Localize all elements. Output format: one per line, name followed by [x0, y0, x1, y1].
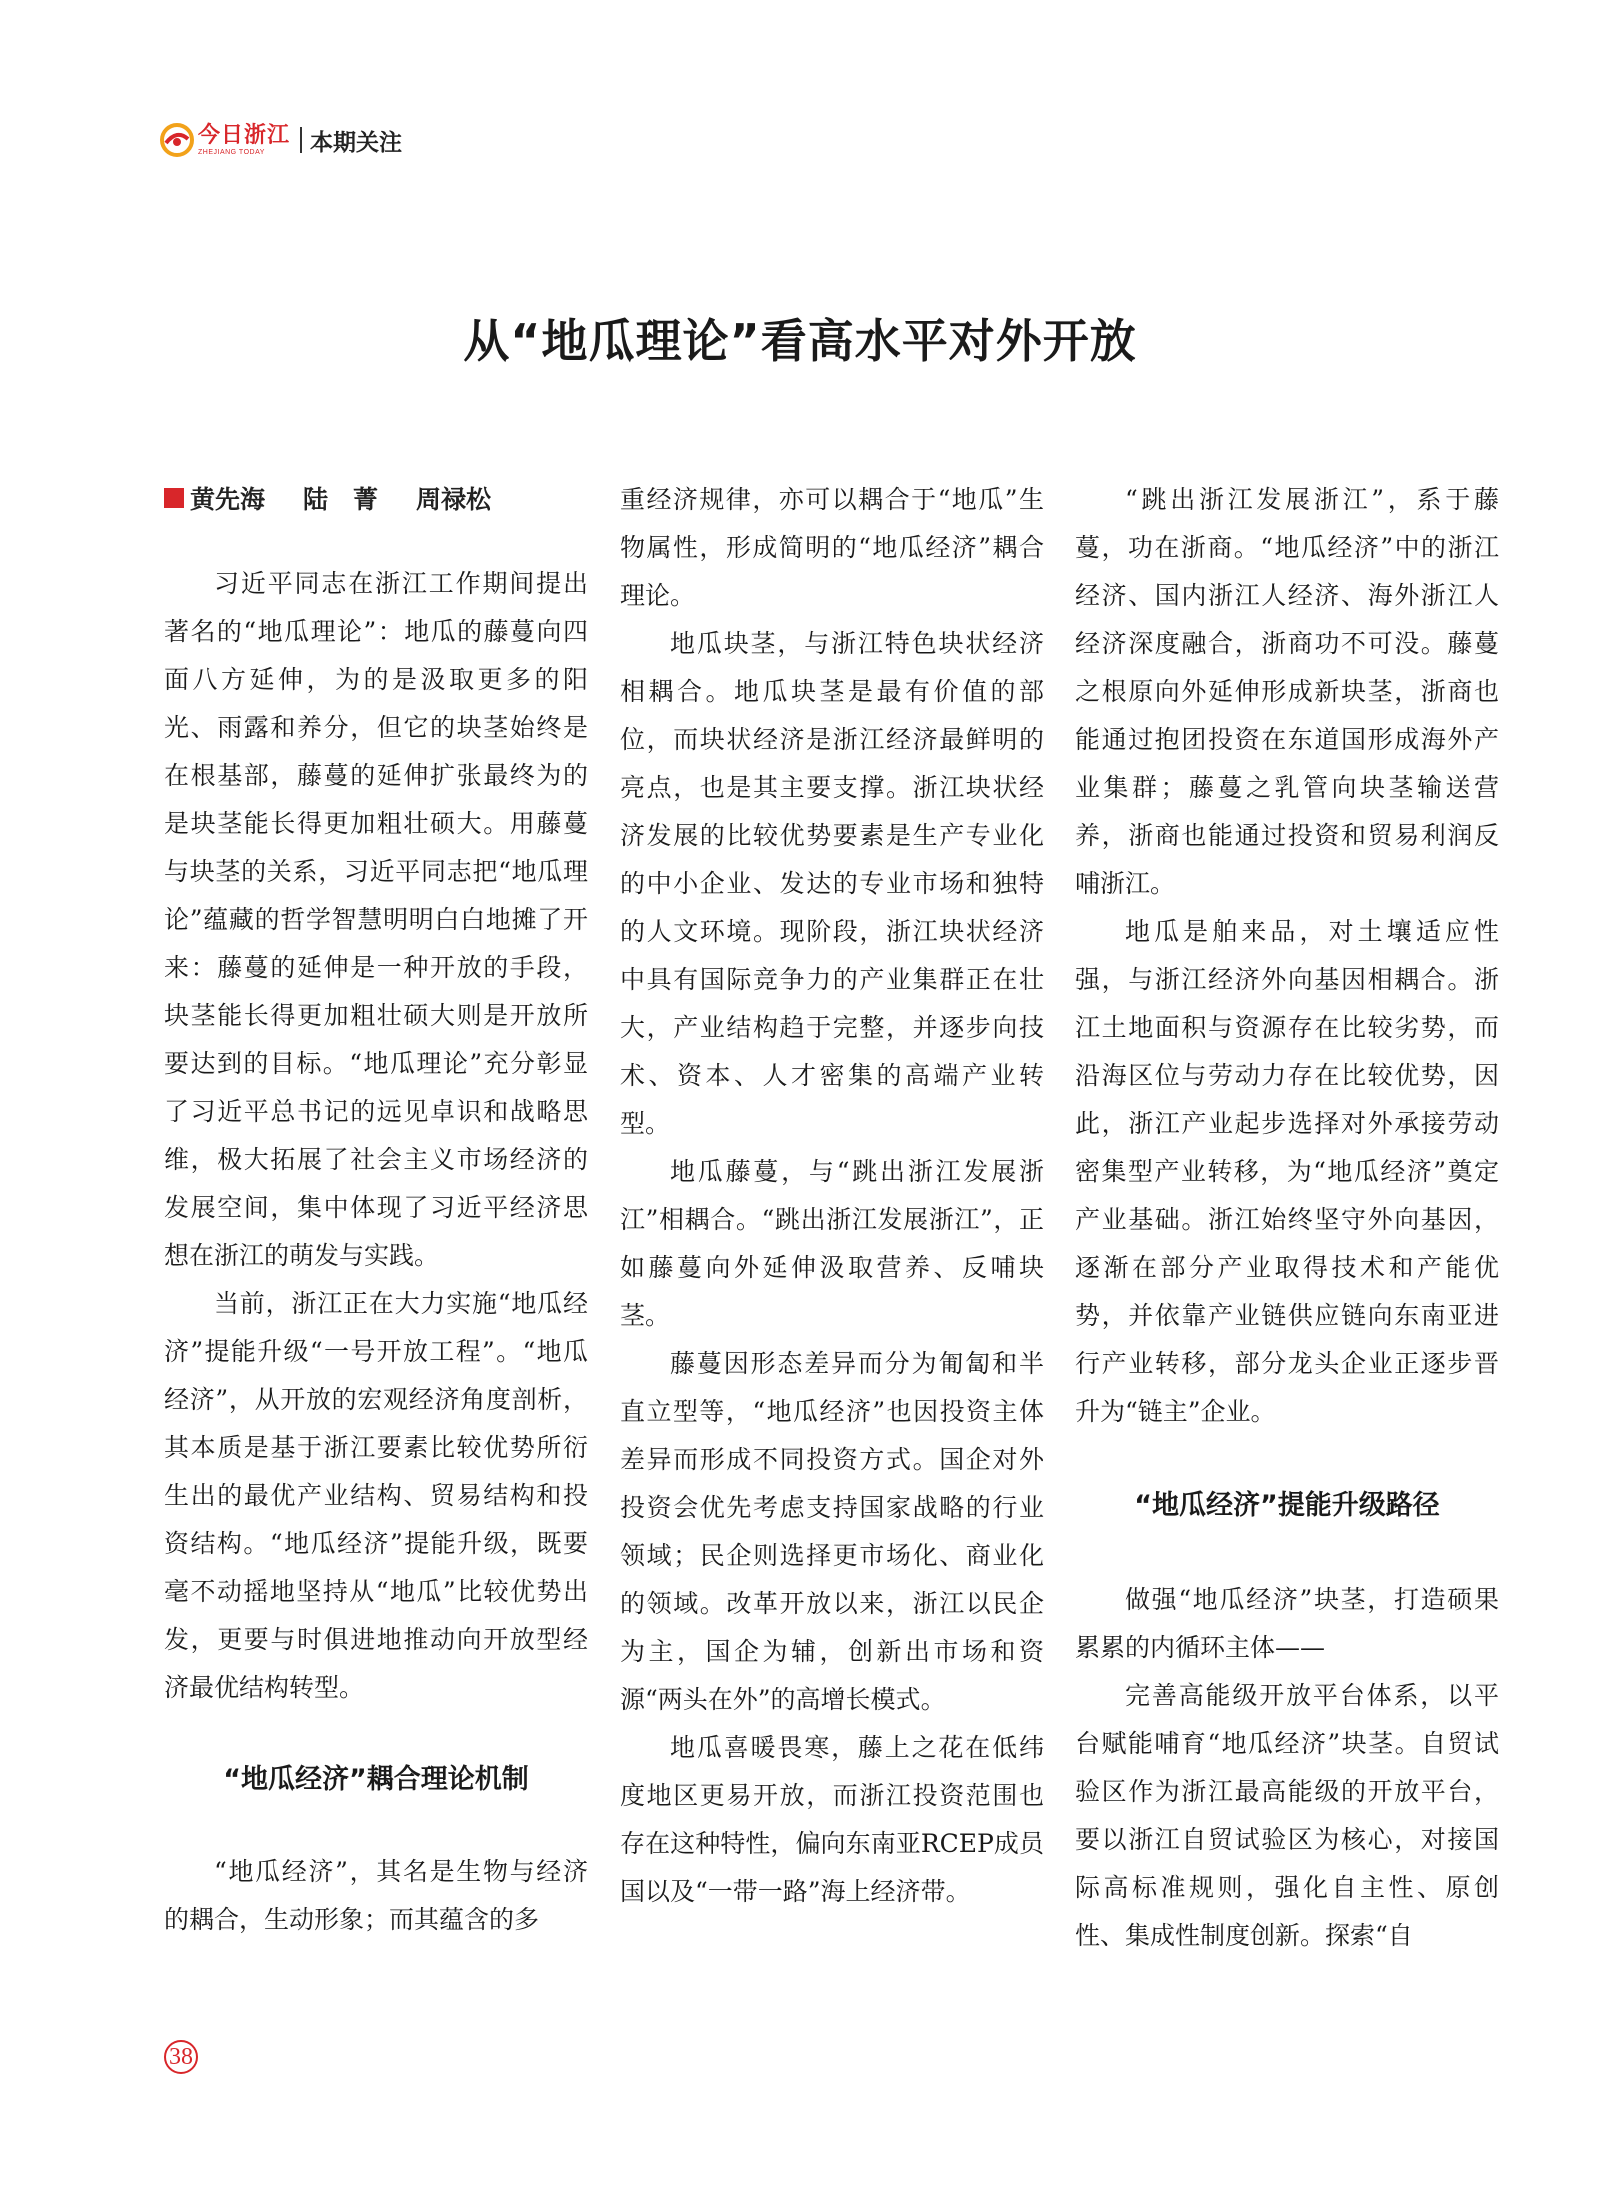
- section-heading: “地瓜经济”提能升级路径: [1134, 1490, 1440, 1521]
- paragraph: 地瓜喜暖畏寒，藤上之花在低纬度地区更易开放，而浙江投资范围也存在这种特性，偏向东南亚RCEP成员国以及“一带一路”海上经济带。: [620, 1733, 1044, 1906]
- paragraph: 当前，浙江正在大力实施“地瓜经济”提能升级“一号开放工程”。“地瓜经济”，从开放的宏观经济角度剖析，其本质是基于浙江要素比较优势所衍生出的最优产业结构、贸易结构和投资结构。“地瓜经济”提能升级，既要毫不动摇地坚持从“地瓜”比较优势出发，更要与时俱进地推动向开放型经济最优结构转型。: [164, 1289, 588, 1702]
- paragraph: “跳出浙江发展浙江”，系于藤蔓，功在浙商。“地瓜经济”中的浙江经济、国内浙江人经济、海外浙江人经济深度融合，浙商功不可没。藤蔓之根原向外延伸形成新块茎，浙商也能通过抱团投资在东道国形成海外产业集群；藤蔓之乳管向块茎输送营养，浙商也能通过投资和贸易利润反哺浙江。: [1075, 485, 1499, 898]
- paragraph: 地瓜是舶来品，对土壤适应性强，与浙江经济外向基因相耦合。浙江土地面积与资源存在比较劣势，而沿海区位与劳动力存在比较优势，因此，浙江产业起步选择对外承接劳动密集型产业转移，为“地瓜经济”奠定产业基础。浙江始终坚守外向基因，逐渐在部分产业取得技术和产能优势，并依靠产业链供应链向东南亚进行产业转移，部分龙头企业正逐步晋升为“链主”企业。: [1075, 917, 1499, 1426]
- article-column-3: [1075, 476, 1499, 1960]
- paragraph: 地瓜藤蔓，与“跳出浙江发展浙江”相耦合。“跳出浙江发展浙江”，正如藤蔓向外延伸汲取营养、反哺块茎。: [620, 1157, 1044, 1330]
- logo-english: ZHEJIANG TODAY: [198, 148, 265, 156]
- paragraph: 习近平同志在浙江工作期间提出著名的“地瓜理论”：地瓜的藤蔓向四面八方延伸，为的是汲取更多的阳光、雨露和养分，但它的块茎始终是在根基部，藤蔓的延伸扩张最终为的是块茎能长得更加粗壮硕大。用藤蔓与块茎的关系，习近平同志把“地瓜理论”蕴藏的哲学智慧明明白白地摊了开来：藤蔓的延伸是一种开放的手段，块茎能长得更加粗壮硕大则是开放所要达到的目标。“地瓜理论”充分彰显了习近平总书记的远见卓识和战略思维，极大拓展了社会主义市场经济的发展空间，集中体现了习近平经济思想在浙江的萌发与实践。: [164, 569, 588, 1270]
- paragraph: 完善高能级开放平台体系，以平台赋能哺育“地瓜经济”块茎。自贸试验区作为浙江最高能级的开放平台，要以浙江自贸试验区为核心，对接国际高标准规则，强化自主性、原创性、集成性制度创新。探索“自: [1075, 1681, 1499, 1950]
- section-heading: “地瓜经济”耦合理论机制: [223, 1764, 529, 1795]
- article-column-2: [620, 476, 1044, 1916]
- paragraph: “地瓜经济”，其名是生物与经济的耦合，生动形象；而其蕴含的多: [164, 1857, 588, 1934]
- paragraph: 藤蔓因形态差异而分为匍匐和半直立型等，“地瓜经济”也因投资主体差异而形成不同投资方式。国企对外投资会优先考虑支持国家战略的行业领域；民企则选择更市场化、商业化的领域。改革开放以来，浙江以民企为主，国企为辅，创新出市场和资源“两头在外”的高增长模式。: [620, 1349, 1044, 1714]
- magazine-header: [160, 120, 402, 160]
- article-title: 从“地瓜理论”看高水平对外开放: [463, 314, 1137, 368]
- header-divider: [300, 127, 302, 153]
- logo-chinese: 今日浙江: [198, 122, 291, 148]
- byline-marker: [164, 488, 184, 508]
- section-label: 本期关注: [310, 129, 403, 156]
- paragraph: 做强“地瓜经济”块茎，打造硕果累累的内循环主体——: [1075, 1585, 1499, 1662]
- paragraph-continued: 重经济规律，亦可以耦合于“地瓜”生物属性，形成简明的“地瓜经济”耦合理论。: [620, 485, 1044, 610]
- author-name: 陆 菁: [303, 485, 379, 514]
- byline: [164, 480, 529, 516]
- author-name: 周禄松: [416, 485, 492, 514]
- article-column-1: [164, 560, 588, 1944]
- page-number: 38: [164, 2040, 198, 2074]
- author-name: 黄先海: [190, 485, 266, 514]
- paragraph: 地瓜块茎，与浙江特色块状经济相耦合。地瓜块茎是最有价值的部位，而块状经济是浙江经济最鲜明的亮点，也是其主要支撑。浙江块状经济发展的比较优势要素是生产专业化的中小企业、发达的专业市场和独特的人文环境。现阶段，浙江块状经济中具有国际竞争力的产业集群正在壮大，产业结构趋于完整，并逐步向技术、资本、人才密集的高端产业转型。: [620, 629, 1044, 1138]
- logo-swirl-icon: [160, 123, 194, 157]
- magazine-logo: [198, 122, 291, 156]
